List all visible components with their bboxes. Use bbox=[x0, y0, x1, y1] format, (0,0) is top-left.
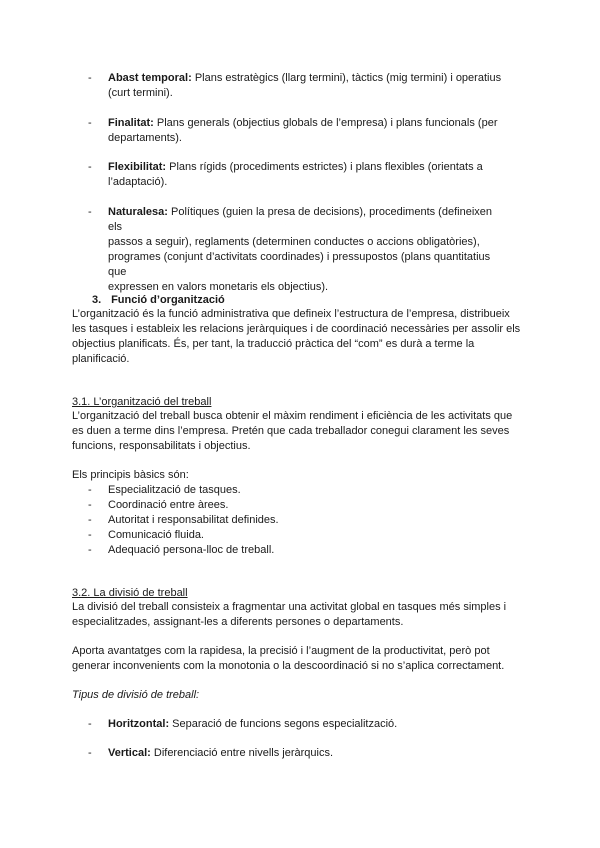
paragraph-line: L’organització és la funció administrativa que defineix l’estructura de l’empresa, distribueix bbox=[72, 308, 510, 320]
types-label: Tipus de divisió de treball: bbox=[72, 689, 200, 701]
bullet-dash: - bbox=[88, 117, 92, 129]
paragraph-line: les tasques i estableix les relacions jeràrquiques i de coordinació necessàries per assolir els bbox=[72, 323, 521, 335]
bullet-term: Finalitat: bbox=[108, 117, 154, 129]
bullet-text-line: Plans estratègics (llarg termini), tàctics (mig termini) i operatius bbox=[194, 72, 502, 84]
bullet-term: Vertical: bbox=[108, 747, 151, 759]
bullet-term: Flexibilitat: bbox=[108, 161, 167, 173]
paragraph-line: objectius planificats. És, per tant, la traducció pràctica del “com” es durà a terme la bbox=[72, 338, 475, 350]
bullet-text-line: departaments). bbox=[108, 132, 182, 144]
list-item: - Autoritat i responsabilitat definides. bbox=[88, 514, 279, 526]
bullet-text-line: expressen en valors monetaris els objectius). bbox=[108, 281, 329, 293]
bullet-dash: - bbox=[88, 206, 92, 218]
subsection-3-2-paragraph-2 bbox=[72, 644, 532, 674]
paragraph-line: planificació. bbox=[72, 353, 130, 365]
paragraph-line: es duen a terme dins l’empresa. Pretén que cada treballador conegui clarament les seves bbox=[72, 425, 510, 437]
subsection-3-1-title: 3.1. L’organització del treball bbox=[72, 396, 212, 408]
bullet-dash: - bbox=[88, 747, 92, 759]
paragraph-line: La divisió del treball consisteix a fragmentar una activitat global en tasques més simples i bbox=[72, 601, 507, 613]
principles-list bbox=[88, 483, 518, 558]
bullet-text: Diferenciació entre nivells jeràrquics. bbox=[153, 747, 334, 759]
paragraph-line: generar inconvenients com la monotonia o la descoordinació si no s’aplica correctament. bbox=[72, 660, 505, 672]
subsection-3-2-title: 3.2. La divisió de treball bbox=[72, 587, 188, 599]
section-title: Funció d’organització bbox=[111, 294, 225, 306]
paragraph-line: Aporta avantatges com la rapidesa, la precisió i l’augment de la productivitat, però pot bbox=[72, 645, 490, 657]
bullet-term: Naturalesa: bbox=[108, 206, 168, 218]
bullet-text-line: programes (conjunt d’activitats coordinades) i pressupostos (plans quantitatius que bbox=[108, 251, 491, 278]
subsection-3-2-paragraph bbox=[72, 600, 532, 630]
bullet-dash: - bbox=[88, 72, 92, 84]
bullet-text-line: l’adaptació). bbox=[108, 176, 168, 188]
section-number: 3. bbox=[92, 294, 102, 306]
list-item: - Especialització de tasques. bbox=[88, 484, 241, 496]
bullet-dash: - bbox=[88, 161, 92, 173]
list-item: - Comunicació fluida. bbox=[88, 529, 204, 541]
paragraph-line: L’organització del treball busca obtenir el màxim rendiment i eficiència de les activitats que bbox=[72, 410, 513, 422]
bullet-term: Abast temporal: bbox=[108, 72, 192, 84]
bullet-term: Horitzontal: bbox=[108, 718, 170, 730]
subsection-3-1-paragraph bbox=[72, 409, 532, 454]
bullet-text-line: Plans rígids (procediments estrictes) i plans flexibles (orientats a bbox=[169, 161, 483, 173]
section-3-heading bbox=[92, 293, 225, 308]
bullet-dash: - bbox=[88, 718, 92, 730]
bullet-text-line: (curt termini). bbox=[108, 87, 173, 99]
section-3-paragraph bbox=[72, 307, 532, 367]
bullet-text-line: Plans generals (objectius globals de l’empresa) i plans funcionals (per bbox=[156, 117, 498, 129]
list-item: - Adequació persona-lloc de treball. bbox=[88, 544, 275, 556]
bullet-text-line: Polítiques (guien la presa de decisions), procediments (defineixen els bbox=[108, 206, 492, 233]
paragraph-line: especialitzades, assignant-les a diferents persones o departaments. bbox=[72, 616, 404, 628]
principles-intro: Els principis bàsics són: bbox=[72, 469, 189, 481]
paragraph-line: funcions, responsabilitats i objectius. bbox=[72, 440, 251, 452]
bullet-text: Separació de funcions segons especialització. bbox=[172, 718, 398, 730]
bullet-text-line: passos a seguir), reglaments (determinen conductes o accions obligatòries), bbox=[108, 236, 480, 248]
list-item: - Coordinació entre àrees. bbox=[88, 499, 229, 511]
